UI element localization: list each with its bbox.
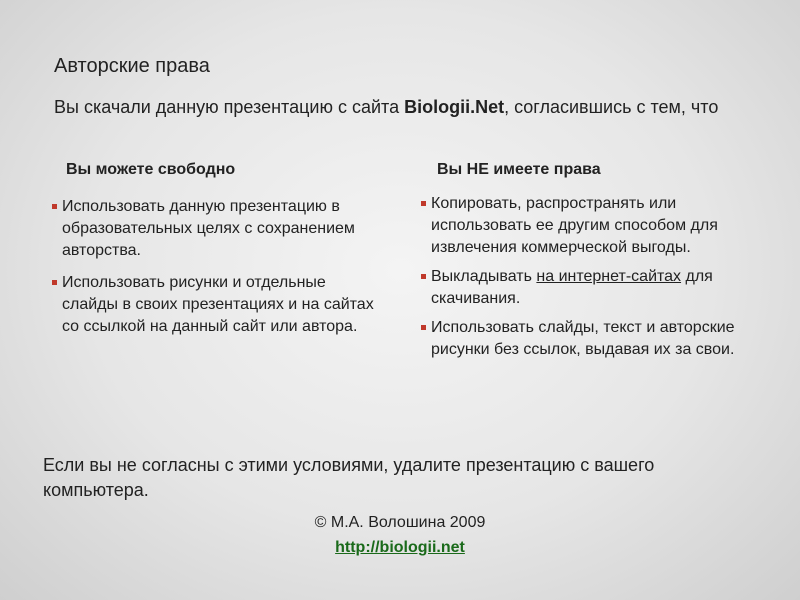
bullet-icon: [52, 280, 57, 285]
bullet-icon: [421, 325, 426, 330]
allowed-list: [52, 196, 382, 348]
bullet-icon: [421, 201, 426, 206]
forbidden-item-text-after: для скачивания.: [431, 268, 713, 307]
forbidden-item-underlined: на интернет-сайтах: [536, 268, 682, 285]
forbidden-list: [421, 193, 761, 368]
forbidden-item: [421, 193, 761, 259]
copyright: © М.А. Волошина 2009: [314, 514, 486, 531]
forbidden-item-text: Копировать, распространять или использовать ее другим способом для извлечения коммерческой выгоды.: [431, 195, 718, 256]
forbidden-item: [421, 317, 761, 361]
bullet-icon: [421, 274, 426, 279]
bullet-icon: [52, 204, 57, 209]
allowed-item: [52, 196, 382, 262]
allowed-item: [52, 272, 382, 338]
forbidden-item-text-before: Выкладывать: [431, 268, 537, 285]
site-link-wrap: [0, 539, 800, 557]
forbidden-heading: Вы НЕ имеете права: [437, 161, 601, 178]
intro-after: , согласившись с тем, что: [504, 97, 719, 117]
forbidden-item: [421, 266, 761, 310]
page-title: Авторские права: [54, 55, 210, 77]
intro-site-name: Biologii.Net: [404, 97, 505, 117]
forbidden-item-text: Использовать слайды, текст и авторские рисунки без ссылок, выдавая их за свои.: [431, 319, 735, 358]
intro-before: Вы скачали данную презентацию с сайта: [54, 97, 405, 117]
intro-text: [54, 95, 774, 119]
site-link[interactable]: http://biologii.net: [335, 539, 465, 556]
footer-note: Если вы не согласны с этими условиями, удалите презентацию с вашего компьютера.: [43, 455, 655, 500]
allowed-item-text: Использовать рисунки и отдельные слайды в своих презентациях и на сайтах со ссылкой на данный сайт или автора.: [62, 274, 374, 335]
allowed-heading: Вы можете свободно: [66, 161, 236, 178]
allowed-item-text: Использовать данную презентацию в образовательных целях с сохранением авторства.: [62, 198, 355, 259]
